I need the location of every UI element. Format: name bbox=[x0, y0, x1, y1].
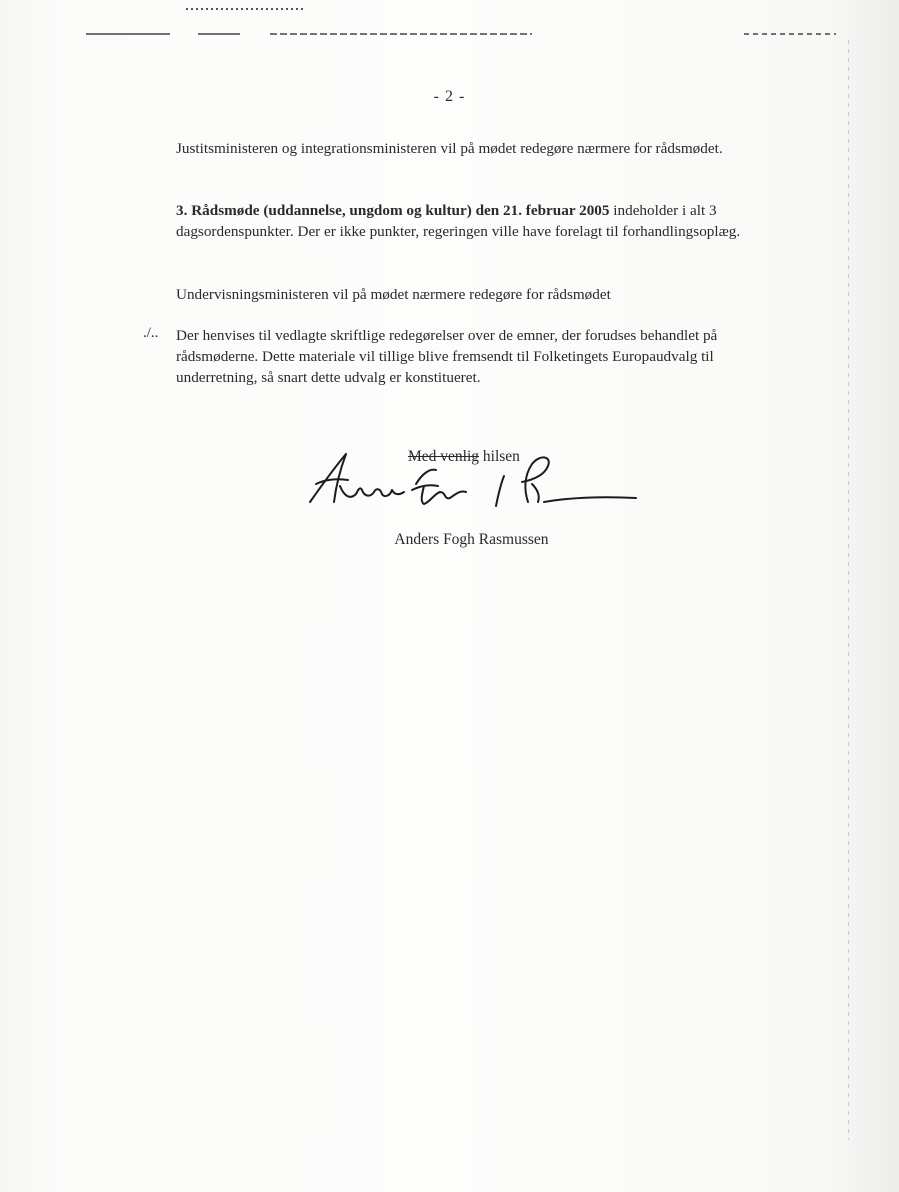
page-number: - 2 - bbox=[433, 88, 466, 105]
paragraph-enclosures: Der henvises til vedlagte skriftlige redegørelser over de emner, der forudses behandlet på rådsmøderne. Dette materiale vil tillige blive fremsendt til Folketingets Europaudvalg til underretning, så snart dette udvalg er konstitueret. bbox=[176, 327, 718, 386]
closing-struck-text: Med venlig bbox=[408, 448, 480, 465]
paragraph-council-meeting-3 bbox=[176, 200, 776, 242]
signature-block bbox=[300, 440, 660, 520]
fax-header-segment bbox=[270, 33, 532, 35]
fax-header-segment bbox=[744, 33, 836, 35]
fax-header-segment bbox=[198, 33, 240, 35]
enclosure-margin-mark: ./.. bbox=[143, 325, 159, 341]
scan-edge-line bbox=[848, 40, 849, 1140]
fax-header-strip bbox=[0, 0, 899, 60]
closing-text: hilsen bbox=[479, 448, 520, 465]
handwritten-signature bbox=[300, 440, 660, 520]
fax-dotted-line bbox=[186, 8, 304, 10]
council-meeting-text: indeholder i alt 3 dagsordenspunkter. Der er ikke punkter, regeringen ville have forelagt til forhandlingsoplæg. bbox=[176, 202, 741, 240]
fax-header-segment bbox=[86, 33, 170, 35]
council-meeting-heading: 3. Rådsmøde (uddannelse, ungdom og kultur) den 21. februar 2005 bbox=[176, 202, 610, 219]
signer-name: Anders Fogh Rasmussen bbox=[394, 531, 549, 548]
paragraph-justice-minister: Justitsministeren og integrationsministeren vil på mødet redegøre nærmere for rådsmødet. bbox=[176, 140, 723, 157]
paragraph-education-minister: Undervisningsministeren vil på mødet nærmere redegøre for rådsmødet bbox=[176, 286, 611, 303]
